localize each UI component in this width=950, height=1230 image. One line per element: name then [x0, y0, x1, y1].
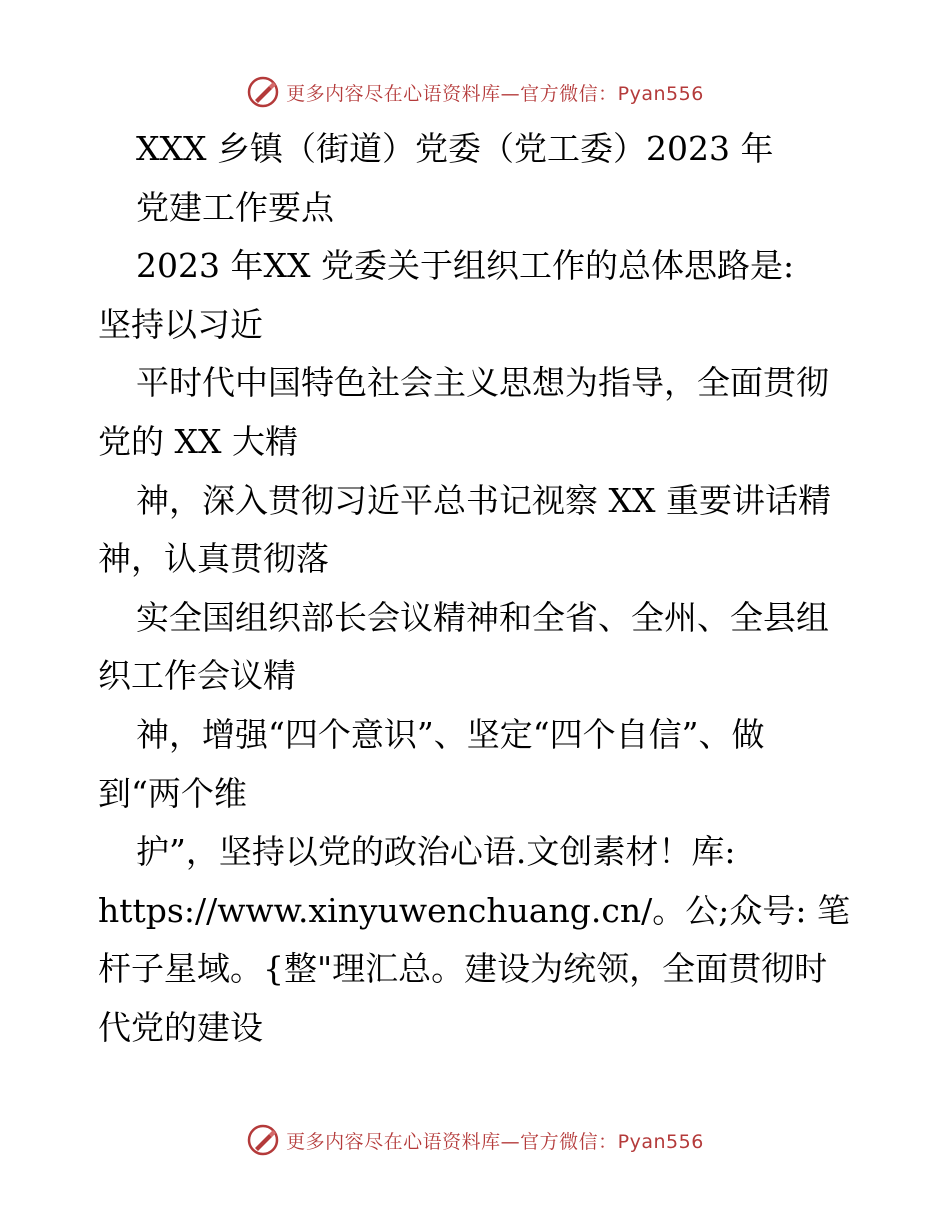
paragraph-line: 平时代中国特色社会主义思想为指导，全面贯彻 — [136, 363, 829, 403]
paragraph-line: 党的 XX 大精 — [98, 421, 298, 461]
paragraph-line: 到“两个维 — [98, 773, 247, 813]
paragraph-line: 2023 年XX 党委关于组织工作的总体思路是: — [136, 246, 795, 286]
paragraph-line: 神，深入贯彻习近平总书记视察 XX 重要讲话精 — [136, 480, 831, 520]
title-line-2: 党建工作要点 — [136, 187, 334, 227]
footer-watermark — [0, 1120, 950, 1160]
pen-logo-icon — [246, 75, 280, 109]
header-watermark — [0, 72, 950, 112]
paragraph-line: 护”，坚持以党的政治心语.文创素材！库: — [136, 832, 736, 872]
watermark-text: 更多内容尽在心语资料库—官方微信：Pyan556 — [286, 82, 704, 105]
watermark-text: 更多内容尽在心语资料库—官方微信：Pyan556 — [286, 1130, 704, 1153]
paragraph-line: 坚持以习近 — [98, 304, 263, 344]
paragraph-line: 杆子星域。{整"理汇总。建设为统领，全面贯彻时 — [98, 949, 828, 989]
document-body — [98, 120, 858, 1058]
paragraph-line: 织工作会议精 — [98, 656, 296, 696]
paragraph-line: 实全国组织部长会议精神和全省、全州、全县组 — [136, 597, 829, 637]
pen-logo-icon — [246, 1123, 280, 1157]
paragraph-line: 神，增强“四个意识”、坚定“四个自信”、做 — [136, 714, 765, 754]
paragraph-line: 代党的建设 — [98, 1007, 263, 1047]
paragraph-line: https://www.xinyuwenchuang.cn/。公;众号: 笔 — [98, 890, 850, 930]
paragraph-line: 神，认真贯彻落 — [98, 539, 329, 579]
title-line-1: XXX 乡镇（街道）党委（党工委）2023 年 — [136, 129, 774, 168]
